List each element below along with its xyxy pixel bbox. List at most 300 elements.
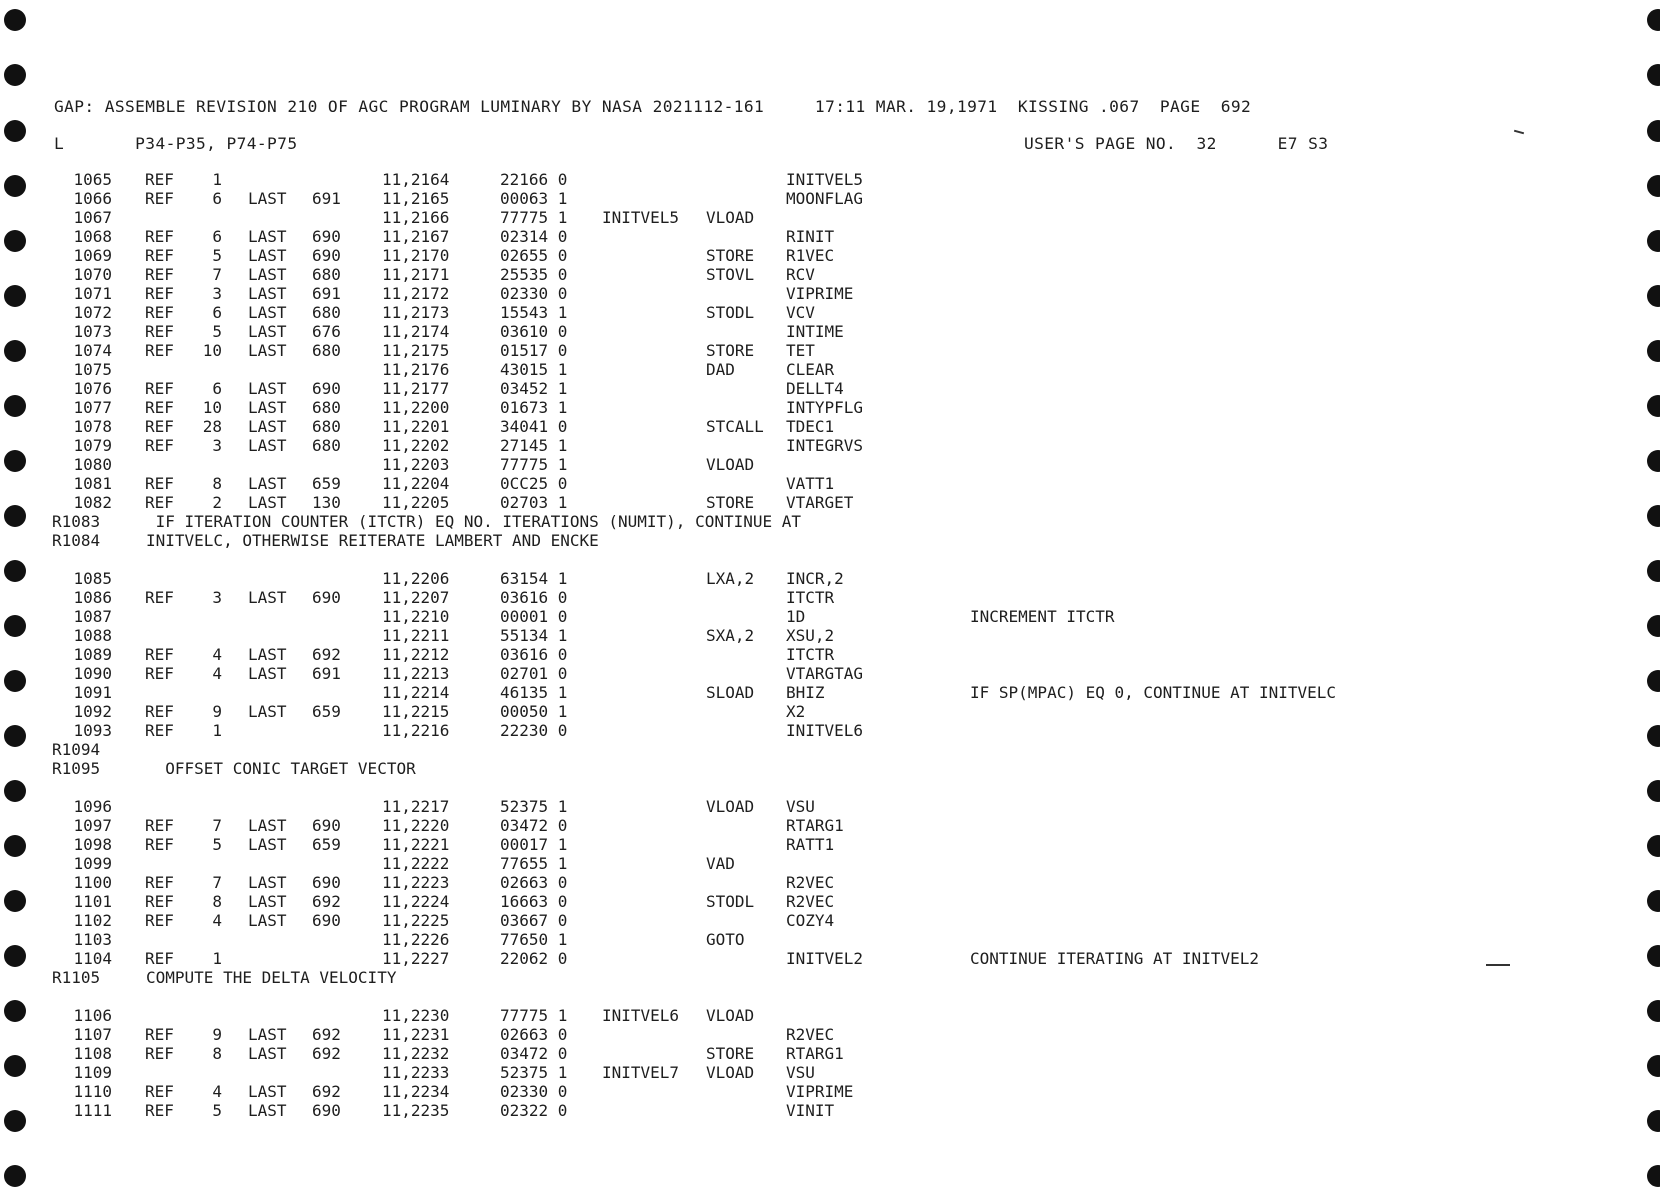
octal-code: 00001 0 [500,607,568,626]
address: 11,2173 [382,303,450,322]
operand: R2VEC [786,892,835,911]
ref-keyword: REF [145,1025,174,1044]
punch-hole [1647,505,1660,527]
last-keyword: LAST [248,835,287,854]
line-number: R1105 [52,968,101,987]
ref-keyword: REF [145,588,174,607]
address: 11,2201 [382,417,450,436]
line-number: 1106 [73,1006,112,1025]
address: 11,2233 [382,1063,450,1082]
ref-count: 6 [212,303,222,322]
ref-keyword: REF [145,417,174,436]
operand: X2 [786,702,806,721]
operand: VTARGTAG [786,664,864,683]
last-page: 692 [312,1044,341,1063]
punch-hole [1647,945,1660,967]
last-page: 130 [312,493,341,512]
line-number: R1084 [52,531,101,550]
opcode: STODL [706,892,755,911]
last-page: 692 [312,1025,341,1044]
punch-hole [1647,9,1660,31]
punch-hole [1647,835,1660,857]
listing-subheader-right: USER'S PAGE NO. 32 E7 S3 [1024,134,1329,153]
listing-header: GAP: ASSEMBLE REVISION 210 OF AGC PROGRAM LUMINARY BY NASA 2021112-161 17:11 MAR. 19,1971 KISSING .067 PAGE 692 [54,97,1252,116]
octal-code: 02330 0 [500,284,568,303]
opcode: STORE [706,246,755,265]
ref-keyword: REF [145,1044,174,1063]
operand: VIPRIME [786,284,854,303]
ref-keyword: REF [145,246,174,265]
octal-code: 22230 0 [500,721,568,740]
last-page: 680 [312,341,341,360]
opcode: VLOAD [706,455,755,474]
address: 11,2172 [382,284,450,303]
last-page: 691 [312,189,341,208]
operand: TET [786,341,815,360]
address: 11,2177 [382,379,450,398]
line-number: 1072 [73,303,112,322]
last-keyword: LAST [248,189,287,208]
ref-count: 10 [202,341,222,360]
ref-count: 8 [212,892,222,911]
address: 11,2174 [382,322,450,341]
label: INITVEL7 [602,1063,680,1082]
address: 11,2200 [382,398,450,417]
ref-keyword: REF [145,664,174,683]
ref-keyword: REF [145,322,174,341]
opcode: STOVL [706,265,755,284]
ref-keyword: REF [145,303,174,322]
punch-hole [4,560,26,582]
octal-code: 52375 1 [500,1063,568,1082]
octal-code: 01673 1 [500,398,568,417]
address: 11,2166 [382,208,450,227]
operand: BHIZ [786,683,825,702]
ref-count: 7 [212,873,222,892]
address: 11,2207 [382,588,450,607]
last-keyword: LAST [248,588,287,607]
opcode: LXA,2 [706,569,755,588]
last-keyword: LAST [248,474,287,493]
ref-keyword: REF [145,721,174,740]
octal-code: 03472 0 [500,1044,568,1063]
last-page: 690 [312,588,341,607]
ref-keyword: REF [145,949,174,968]
operand: INTYPFLG [786,398,864,417]
line-number: 1090 [73,664,112,683]
octal-code: 00050 1 [500,702,568,721]
address: 11,2230 [382,1006,450,1025]
ref-keyword: REF [145,265,174,284]
ref-count: 6 [212,379,222,398]
line-number: R1095 [52,759,101,778]
punch-hole [4,64,26,86]
octal-code: 0CC25 0 [500,474,568,493]
last-page: 690 [312,873,341,892]
ref-count: 9 [212,702,222,721]
line-number: 1081 [73,474,112,493]
opcode: VLOAD [706,1006,755,1025]
line-number: 1092 [73,702,112,721]
ref-count: 8 [212,474,222,493]
line-number: R1083 [52,512,101,531]
operand: COZY4 [786,911,835,930]
operand: RINIT [786,227,835,246]
comment: IF SP(MPAC) EQ 0, CONTINUE AT INITVELC [970,683,1337,702]
octal-code: 77775 1 [500,1006,568,1025]
punch-hole [1647,1165,1660,1187]
ref-keyword: REF [145,816,174,835]
address: 11,2211 [382,626,450,645]
address: 11,2216 [382,721,450,740]
punch-hole [4,395,26,417]
address: 11,2164 [382,170,450,189]
line-number: 1078 [73,417,112,436]
operand: VINIT [786,1101,835,1120]
opcode: VAD [706,854,735,873]
last-keyword: LAST [248,873,287,892]
address: 11,2210 [382,607,450,626]
punch-hole [4,1055,26,1077]
last-page: 691 [312,664,341,683]
address: 11,2234 [382,1082,450,1101]
punch-hole [1647,560,1660,582]
line-number: 1080 [73,455,112,474]
octal-code: 02663 0 [500,1025,568,1044]
operand: VATT1 [786,474,835,493]
punch-hole [4,835,26,857]
ref-keyword: REF [145,835,174,854]
ref-keyword: REF [145,379,174,398]
operand: VCV [786,303,815,322]
address: 11,2205 [382,493,450,512]
ref-keyword: REF [145,227,174,246]
line-number: 1101 [73,892,112,911]
address: 11,2232 [382,1044,450,1063]
octal-code: 00017 1 [500,835,568,854]
line-number: 1104 [73,949,112,968]
last-keyword: LAST [248,1101,287,1120]
operand: RCV [786,265,815,284]
address: 11,2203 [382,455,450,474]
operand: RTARG1 [786,1044,844,1063]
opcode: SXA,2 [706,626,755,645]
line-number: 1100 [73,873,112,892]
line-number: 1070 [73,265,112,284]
last-page: 659 [312,474,341,493]
octal-code: 16663 0 [500,892,568,911]
punch-hole [1647,890,1660,912]
last-keyword: LAST [248,664,287,683]
operand: VTARGET [786,493,854,512]
ref-count: 5 [212,835,222,854]
ref-count: 4 [212,645,222,664]
ref-keyword: REF [145,170,174,189]
octal-code: 22062 0 [500,949,568,968]
ref-keyword: REF [145,1101,174,1120]
octal-code: 03616 0 [500,588,568,607]
ref-keyword: REF [145,892,174,911]
address: 11,2171 [382,265,450,284]
punch-hole [1647,670,1660,692]
octal-code: 00063 1 [500,189,568,208]
line-number: 1089 [73,645,112,664]
address: 11,2214 [382,683,450,702]
line-number: 1079 [73,436,112,455]
address: 11,2231 [382,1025,450,1044]
ref-count: 4 [212,1082,222,1101]
label: INITVEL5 [602,208,680,227]
last-page: 659 [312,835,341,854]
address: 11,2204 [382,474,450,493]
ref-count: 3 [212,588,222,607]
line-number: 1067 [73,208,112,227]
opcode: VLOAD [706,208,755,227]
operand: ITCTR [786,645,835,664]
punch-hole [1647,725,1660,747]
last-keyword: LAST [248,816,287,835]
ref-keyword: REF [145,474,174,493]
operand: INITVEL2 [786,949,864,968]
operand: R1VEC [786,246,835,265]
punch-hole [4,725,26,747]
octal-code: 03667 0 [500,911,568,930]
last-keyword: LAST [248,1044,287,1063]
punch-hole [4,1000,26,1022]
operand: XSU,2 [786,626,835,645]
operand: MOONFLAG [786,189,864,208]
punch-hole [4,1110,26,1132]
line-number: 1102 [73,911,112,930]
address: 11,2215 [382,702,450,721]
remark-text: OFFSET CONIC TARGET VECTOR [146,759,416,778]
line-number: 1099 [73,854,112,873]
address: 11,2176 [382,360,450,379]
last-page: 680 [312,265,341,284]
octal-code: 43015 1 [500,360,568,379]
ref-keyword: REF [145,645,174,664]
address: 11,2224 [382,892,450,911]
punch-hole [1647,340,1660,362]
punch-hole [1647,780,1660,802]
ref-count: 1 [212,170,222,189]
ref-count: 7 [212,816,222,835]
ref-keyword: REF [145,1082,174,1101]
last-page: 690 [312,816,341,835]
margin-mark [1486,964,1510,966]
punch-hole [1647,175,1660,197]
opcode: SLOAD [706,683,755,702]
line-number: 1111 [73,1101,112,1120]
octal-code: 02655 0 [500,246,568,265]
octal-code: 77775 1 [500,208,568,227]
last-keyword: LAST [248,1025,287,1044]
ref-count: 9 [212,1025,222,1044]
line-number: 1077 [73,398,112,417]
operand: R2VEC [786,1025,835,1044]
remark-text: INITVELC, OTHERWISE REITERATE LAMBERT AND ENCKE [146,531,599,550]
line-number: 1085 [73,569,112,588]
margin-mark [1514,130,1524,135]
ref-keyword: REF [145,493,174,512]
punch-hole [4,450,26,472]
ref-keyword: REF [145,284,174,303]
operand: TDEC1 [786,417,835,436]
ref-count: 3 [212,436,222,455]
last-page: 690 [312,911,341,930]
operand: RTARG1 [786,816,844,835]
ref-count: 10 [202,398,222,417]
punch-hole [4,230,26,252]
ref-keyword: REF [145,873,174,892]
address: 11,2213 [382,664,450,683]
listing-subheader-left: L P34-P35, P74-P75 [54,134,298,153]
last-keyword: LAST [248,379,287,398]
address: 11,2206 [382,569,450,588]
punch-hole [1647,230,1660,252]
last-keyword: LAST [248,341,287,360]
line-number: 1073 [73,322,112,341]
octal-code: 34041 0 [500,417,568,436]
ref-count: 8 [212,1044,222,1063]
opcode: STORE [706,1044,755,1063]
last-keyword: LAST [248,246,287,265]
address: 11,2220 [382,816,450,835]
address: 11,2175 [382,341,450,360]
comment: CONTINUE ITERATING AT INITVEL2 [970,949,1259,968]
ref-count: 4 [212,664,222,683]
octal-code: 03610 0 [500,322,568,341]
last-keyword: LAST [248,398,287,417]
last-page: 691 [312,284,341,303]
operand: CLEAR [786,360,835,379]
ref-count: 4 [212,911,222,930]
octal-code: 27145 1 [500,436,568,455]
line-number: 1075 [73,360,112,379]
last-page: 680 [312,436,341,455]
last-keyword: LAST [248,892,287,911]
last-keyword: LAST [248,417,287,436]
label: INITVEL6 [602,1006,680,1025]
ref-keyword: REF [145,398,174,417]
operand: R2VEC [786,873,835,892]
last-keyword: LAST [248,1082,287,1101]
address: 11,2227 [382,949,450,968]
last-page: 676 [312,322,341,341]
line-number: 1096 [73,797,112,816]
opcode: STORE [706,341,755,360]
operand: VSU [786,1063,815,1082]
ref-count: 6 [212,189,222,208]
opcode: VLOAD [706,1063,755,1082]
operand: RATT1 [786,835,835,854]
octal-code: 02330 0 [500,1082,568,1101]
octal-code: 02703 1 [500,493,568,512]
operand: INTIME [786,322,844,341]
line-number: 1098 [73,835,112,854]
octal-code: 02663 0 [500,873,568,892]
ref-keyword: REF [145,702,174,721]
punch-hole [4,780,26,802]
opcode: DAD [706,360,735,379]
punch-hole [1647,285,1660,307]
last-keyword: LAST [248,284,287,303]
opcode: STORE [706,493,755,512]
octal-code: 03616 0 [500,645,568,664]
line-number: 1086 [73,588,112,607]
punch-hole [4,505,26,527]
line-number: 1066 [73,189,112,208]
octal-code: 03472 0 [500,816,568,835]
octal-code: 02701 0 [500,664,568,683]
last-keyword: LAST [248,322,287,341]
ref-count: 7 [212,265,222,284]
octal-code: 63154 1 [500,569,568,588]
punch-hole [1647,1000,1660,1022]
octal-code: 52375 1 [500,797,568,816]
ref-count: 5 [212,246,222,265]
ref-count: 5 [212,322,222,341]
address: 11,2212 [382,645,450,664]
address: 11,2170 [382,246,450,265]
line-number: 1109 [73,1063,112,1082]
line-number: 1087 [73,607,112,626]
punch-hole [1647,1110,1660,1132]
ref-count: 5 [212,1101,222,1120]
line-number: 1108 [73,1044,112,1063]
last-page: 692 [312,1082,341,1101]
ref-count: 6 [212,227,222,246]
line-number: 1074 [73,341,112,360]
punch-hole [4,340,26,362]
octal-code: 25535 0 [500,265,568,284]
address: 11,2223 [382,873,450,892]
last-page: 690 [312,227,341,246]
last-page: 659 [312,702,341,721]
opcode: GOTO [706,930,745,949]
last-page: 690 [312,379,341,398]
line-number: 1068 [73,227,112,246]
line-number: 1076 [73,379,112,398]
last-page: 680 [312,303,341,322]
punch-hole [1647,64,1660,86]
punch-hole [4,670,26,692]
ref-keyword: REF [145,911,174,930]
octal-code: 77655 1 [500,854,568,873]
punch-hole [1647,450,1660,472]
address: 11,2167 [382,227,450,246]
octal-code: 02314 0 [500,227,568,246]
operand: INITVEL6 [786,721,864,740]
last-page: 692 [312,892,341,911]
operand: INITVEL5 [786,170,864,189]
line-number: 1097 [73,816,112,835]
comment: INCREMENT ITCTR [970,607,1115,626]
operand: DELLT4 [786,379,844,398]
line-number: 1093 [73,721,112,740]
octal-code: 77775 1 [500,455,568,474]
ref-count: 1 [212,949,222,968]
line-number: 1103 [73,930,112,949]
line-number: 1065 [73,170,112,189]
address: 11,2165 [382,189,450,208]
ref-count: 28 [202,417,222,436]
octal-code: 55134 1 [500,626,568,645]
octal-code: 46135 1 [500,683,568,702]
opcode: STCALL [706,417,764,436]
last-page: 690 [312,1101,341,1120]
punch-hole [4,175,26,197]
